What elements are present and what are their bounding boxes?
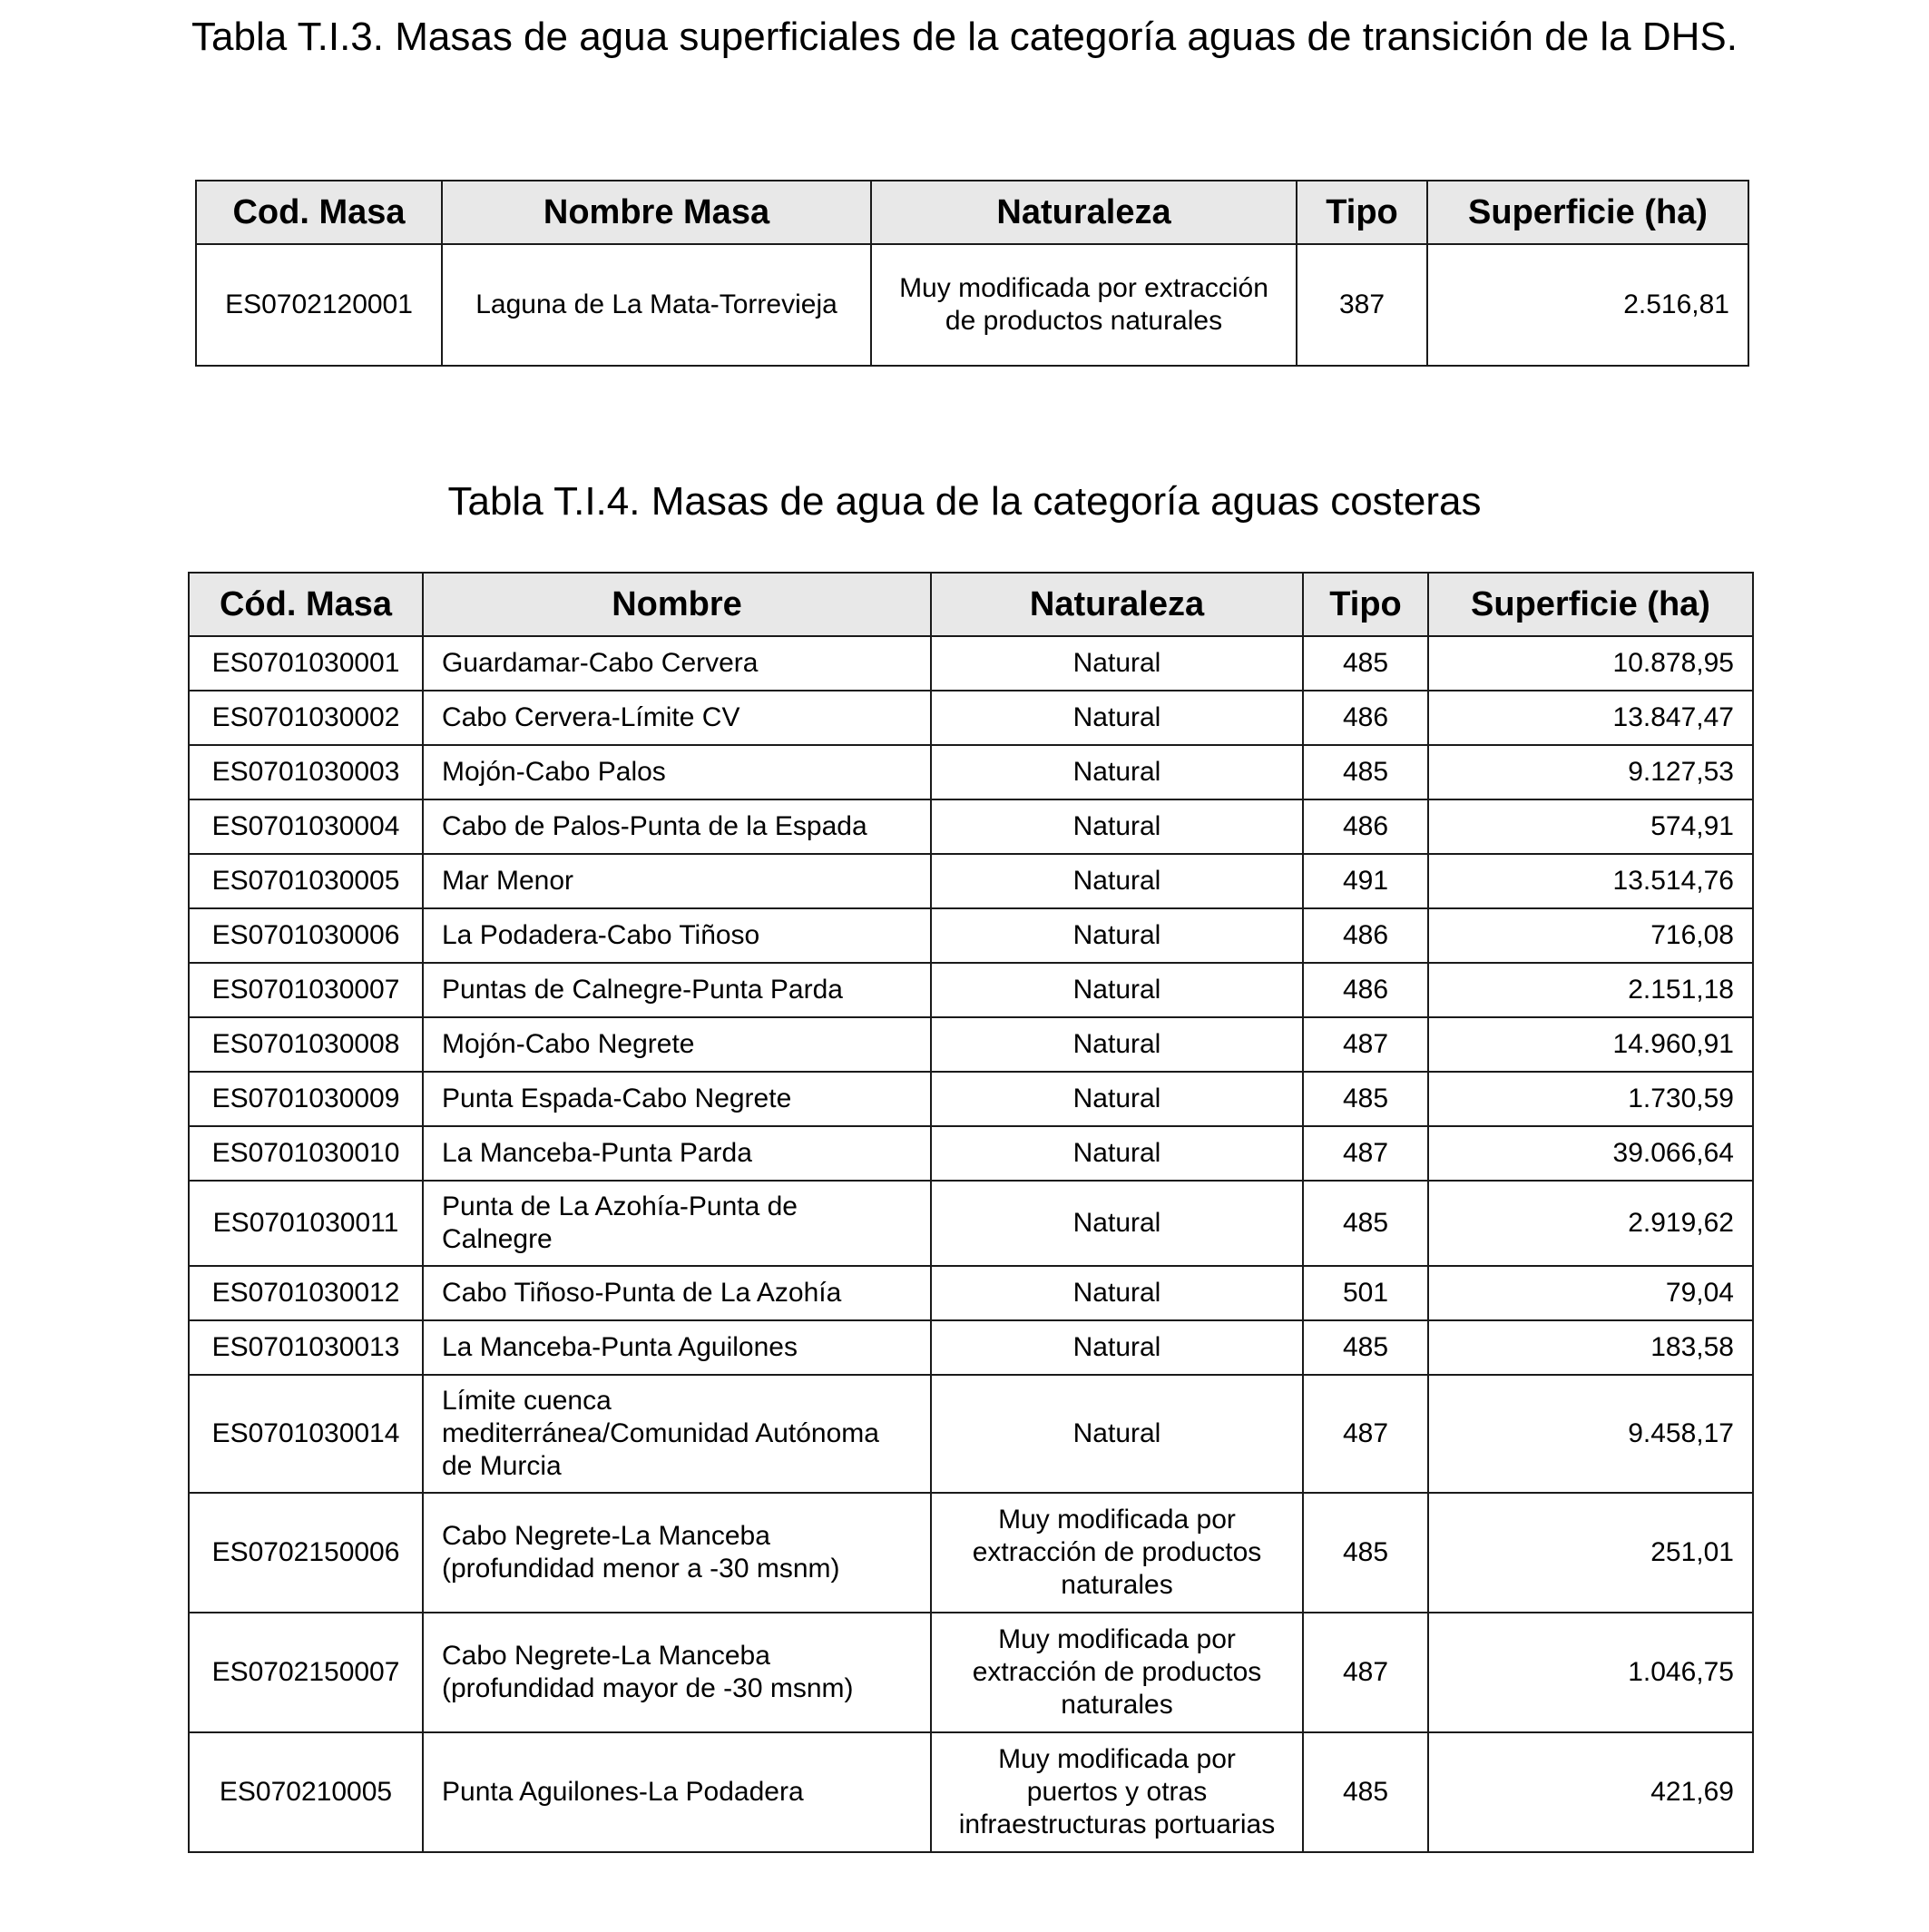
cell-tipo: 487 bbox=[1303, 1126, 1428, 1181]
cell-codigo: ES0701030013 bbox=[189, 1320, 423, 1375]
cell-naturaleza: Natural bbox=[931, 908, 1303, 963]
cell-codigo: ES0701030007 bbox=[189, 963, 423, 1017]
table-row bbox=[189, 1320, 1753, 1375]
cell-codigo: ES0701030012 bbox=[189, 1266, 423, 1320]
cell-superficie: 574,91 bbox=[1428, 799, 1753, 854]
cell-tipo: 501 bbox=[1303, 1266, 1428, 1320]
cell-codigo: ES0701030003 bbox=[189, 745, 423, 799]
table-row bbox=[189, 1266, 1753, 1320]
cell-codigo: ES0701030011 bbox=[189, 1181, 423, 1266]
table-row bbox=[189, 1017, 1753, 1072]
cell-naturaleza: Muy modificada por extracción de productos naturales bbox=[871, 244, 1297, 366]
cell-codigo: ES0702150006 bbox=[189, 1493, 423, 1613]
transition-waters-table bbox=[195, 180, 1749, 367]
cell-nombre: Cabo Negrete-La Manceba (profundidad mayor de -30 msnm) bbox=[423, 1613, 931, 1732]
table-row bbox=[189, 1181, 1753, 1266]
cell-tipo: 485 bbox=[1303, 1732, 1428, 1852]
cell-superficie: 251,01 bbox=[1428, 1493, 1753, 1613]
table2-header-row bbox=[189, 573, 1753, 636]
cell-codigo: ES0701030006 bbox=[189, 908, 423, 963]
cell-nombre: Puntas de Calnegre-Punta Parda bbox=[423, 963, 931, 1017]
cell-superficie: 2.151,18 bbox=[1428, 963, 1753, 1017]
cell-naturaleza: Muy modificada por puertos y otras infraestructuras portuarias bbox=[931, 1732, 1303, 1852]
cell-nombre: Cabo Negrete-La Manceba (profundidad menor a -30 msnm) bbox=[423, 1493, 931, 1613]
table-row bbox=[189, 963, 1753, 1017]
cell-naturaleza: Natural bbox=[931, 1126, 1303, 1181]
cell-codigo: ES070210005 bbox=[189, 1732, 423, 1852]
table-row bbox=[189, 854, 1753, 908]
table-row bbox=[189, 1493, 1753, 1613]
cell-superficie: 79,04 bbox=[1428, 1266, 1753, 1320]
cell-tipo: 487 bbox=[1303, 1017, 1428, 1072]
table-row bbox=[189, 1126, 1753, 1181]
cell-tipo: 486 bbox=[1303, 799, 1428, 854]
cell-tipo: 487 bbox=[1303, 1613, 1428, 1732]
cell-codigo: ES0701030009 bbox=[189, 1072, 423, 1126]
cell-tipo: 485 bbox=[1303, 636, 1428, 691]
cell-tipo: 487 bbox=[1303, 1375, 1428, 1493]
table-row bbox=[189, 1375, 1753, 1493]
table-row bbox=[189, 1613, 1753, 1732]
table-row bbox=[189, 1072, 1753, 1126]
table-row bbox=[189, 636, 1753, 691]
cell-nombre: Punta Aguilones-La Podadera bbox=[423, 1732, 931, 1852]
cell-codigo: ES0701030002 bbox=[189, 691, 423, 745]
cell-tipo: 486 bbox=[1303, 963, 1428, 1017]
cell-codigo: ES0701030014 bbox=[189, 1375, 423, 1493]
cell-superficie: 421,69 bbox=[1428, 1732, 1753, 1852]
cell-naturaleza: Natural bbox=[931, 1375, 1303, 1493]
cell-codigo: ES0701030001 bbox=[189, 636, 423, 691]
cell-naturaleza: Natural bbox=[931, 854, 1303, 908]
cell-superficie: 1.046,75 bbox=[1428, 1613, 1753, 1732]
cell-superficie: 2.516,81 bbox=[1427, 244, 1748, 366]
table1-header-naturaleza: Naturaleza bbox=[871, 181, 1297, 244]
cell-naturaleza: Natural bbox=[931, 1181, 1303, 1266]
cell-superficie: 13.514,76 bbox=[1428, 854, 1753, 908]
cell-nombre: Cabo Cervera-Límite CV bbox=[423, 691, 931, 745]
table-row bbox=[189, 799, 1753, 854]
cell-codigo: ES0702120001 bbox=[196, 244, 442, 366]
cell-tipo: 485 bbox=[1303, 1320, 1428, 1375]
cell-naturaleza: Natural bbox=[931, 691, 1303, 745]
cell-tipo: 485 bbox=[1303, 745, 1428, 799]
cell-nombre: La Manceba-Punta Parda bbox=[423, 1126, 931, 1181]
table1-header-nombre-masa: Nombre Masa bbox=[442, 181, 871, 244]
cell-codigo: ES0701030004 bbox=[189, 799, 423, 854]
table2-header-tipo: Tipo bbox=[1303, 573, 1428, 636]
table-row bbox=[189, 1732, 1753, 1852]
cell-naturaleza: Natural bbox=[931, 1017, 1303, 1072]
cell-superficie: 716,08 bbox=[1428, 908, 1753, 963]
cell-superficie: 14.960,91 bbox=[1428, 1017, 1753, 1072]
cell-tipo: 387 bbox=[1297, 244, 1427, 366]
cell-nombre: Cabo Tiñoso-Punta de La Azohía bbox=[423, 1266, 931, 1320]
cell-naturaleza: Natural bbox=[931, 963, 1303, 1017]
cell-codigo: ES0701030010 bbox=[189, 1126, 423, 1181]
cell-nombre: Mar Menor bbox=[423, 854, 931, 908]
table2-header-naturaleza: Naturaleza bbox=[931, 573, 1303, 636]
cell-nombre: Límite cuenca mediterránea/Comunidad Autónoma de Murcia bbox=[423, 1375, 931, 1493]
table2-header-cod-masa: Cód. Masa bbox=[189, 573, 423, 636]
table2-caption-text: Tabla T.I.4. Masas de agua de la categoría aguas costeras bbox=[447, 479, 1482, 524]
cell-nombre: La Manceba-Punta Aguilones bbox=[423, 1320, 931, 1375]
cell-tipo: 486 bbox=[1303, 691, 1428, 745]
cell-superficie: 39.066,64 bbox=[1428, 1126, 1753, 1181]
table2-header-nombre: Nombre bbox=[423, 573, 931, 636]
cell-tipo: 485 bbox=[1303, 1493, 1428, 1613]
table-row bbox=[189, 908, 1753, 963]
table-row bbox=[189, 745, 1753, 799]
cell-naturaleza: Muy modificada por extracción de productos naturales bbox=[931, 1493, 1303, 1613]
table1-caption bbox=[0, 0, 1929, 74]
table2-caption bbox=[0, 465, 1929, 539]
cell-tipo: 485 bbox=[1303, 1181, 1428, 1266]
cell-codigo: ES0702150007 bbox=[189, 1613, 423, 1732]
cell-naturaleza: Natural bbox=[931, 1072, 1303, 1126]
cell-naturaleza: Natural bbox=[931, 745, 1303, 799]
cell-naturaleza: Muy modificada por extracción de productos naturales bbox=[931, 1613, 1303, 1732]
cell-superficie: 183,58 bbox=[1428, 1320, 1753, 1375]
table1-header-tipo: Tipo bbox=[1297, 181, 1427, 244]
cell-nombre: Mojón-Cabo Negrete bbox=[423, 1017, 931, 1072]
cell-superficie: 10.878,95 bbox=[1428, 636, 1753, 691]
cell-nombre: Cabo de Palos-Punta de la Espada bbox=[423, 799, 931, 854]
cell-nombre: Guardamar-Cabo Cervera bbox=[423, 636, 931, 691]
cell-naturaleza: Natural bbox=[931, 799, 1303, 854]
cell-naturaleza: Natural bbox=[931, 636, 1303, 691]
cell-superficie: 9.458,17 bbox=[1428, 1375, 1753, 1493]
cell-nombre: Laguna de La Mata-Torrevieja bbox=[442, 244, 871, 366]
cell-tipo: 485 bbox=[1303, 1072, 1428, 1126]
cell-nombre: Punta Espada-Cabo Negrete bbox=[423, 1072, 931, 1126]
cell-codigo: ES0701030005 bbox=[189, 854, 423, 908]
cell-superficie: 13.847,47 bbox=[1428, 691, 1753, 745]
cell-naturaleza: Natural bbox=[931, 1266, 1303, 1320]
cell-tipo: 491 bbox=[1303, 854, 1428, 908]
table1-caption-text: Tabla T.I.3. Masas de agua superficiales de la categoría aguas de transición de la DHS. bbox=[191, 15, 1738, 59]
table2-header-superficie: Superficie (ha) bbox=[1428, 573, 1753, 636]
table-row bbox=[196, 244, 1748, 366]
coastal-waters-table bbox=[188, 572, 1754, 1853]
table1-header-superficie: Superficie (ha) bbox=[1427, 181, 1748, 244]
cell-nombre: La Podadera-Cabo Tiñoso bbox=[423, 908, 931, 963]
table1-header-cod-masa: Cod. Masa bbox=[196, 181, 442, 244]
cell-superficie: 2.919,62 bbox=[1428, 1181, 1753, 1266]
cell-superficie: 9.127,53 bbox=[1428, 745, 1753, 799]
cell-nombre: Mojón-Cabo Palos bbox=[423, 745, 931, 799]
cell-naturaleza: Natural bbox=[931, 1320, 1303, 1375]
table-row bbox=[189, 691, 1753, 745]
cell-superficie: 1.730,59 bbox=[1428, 1072, 1753, 1126]
cell-codigo: ES0701030008 bbox=[189, 1017, 423, 1072]
cell-nombre: Punta de La Azohía-Punta de Calnegre bbox=[423, 1181, 931, 1266]
table1-header-row bbox=[196, 181, 1748, 244]
cell-tipo: 486 bbox=[1303, 908, 1428, 963]
